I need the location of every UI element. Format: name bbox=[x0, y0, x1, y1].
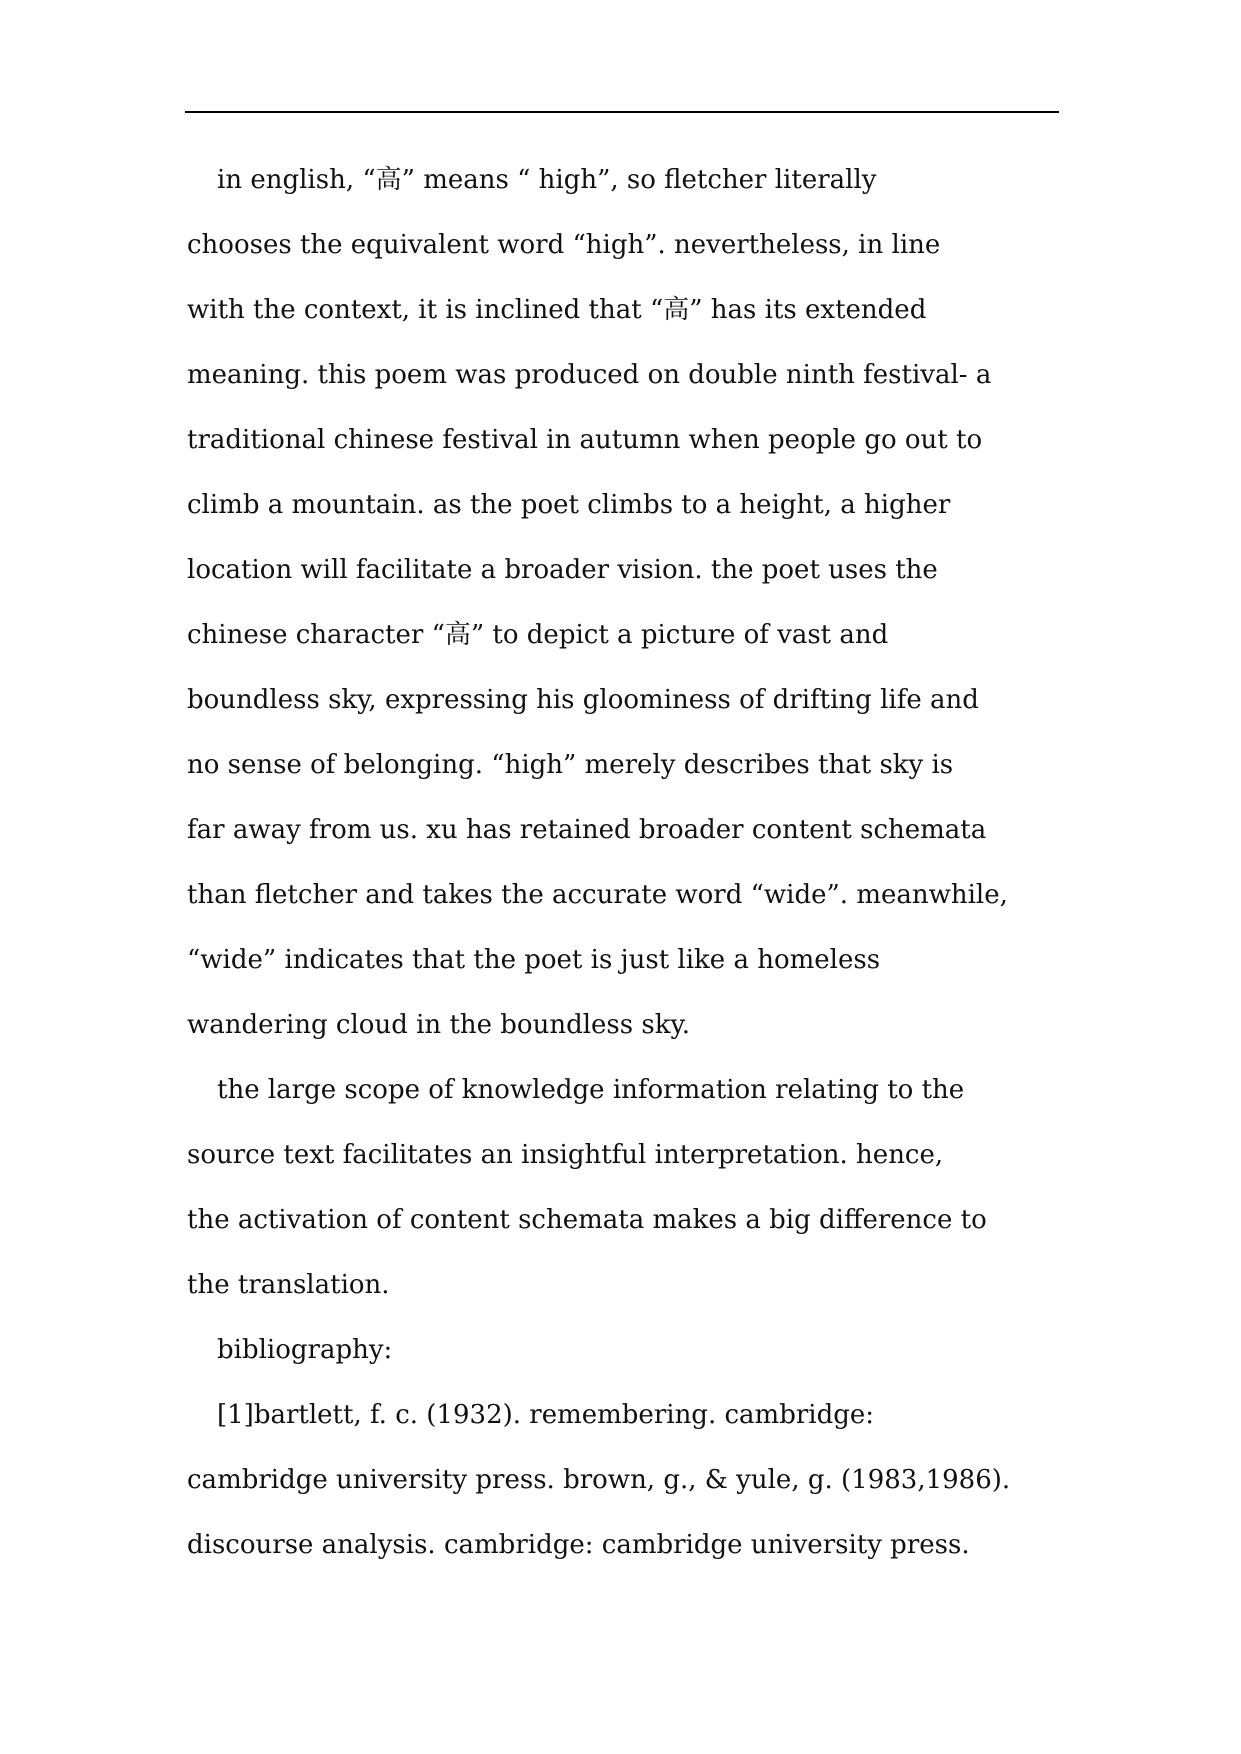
text-line: “wide” indicates that the poet is just like a homeless bbox=[187, 945, 881, 975]
text-line: wandering cloud in the boundless sky. bbox=[187, 1010, 690, 1040]
text-line: discourse analysis. cambridge: cambridge university press. bbox=[187, 1530, 970, 1560]
text-line: no sense of belonging. “high” merely describes that sky is bbox=[187, 750, 954, 780]
text-line: boundless sky, expressing his gloominess of drifting life and bbox=[187, 685, 979, 715]
bibliography-entry bbox=[187, 1383, 1087, 1578]
text-line: the large scope of knowledge information relating to the bbox=[217, 1075, 965, 1105]
text-line: chooses the equivalent word “high”. nevertheless, in line bbox=[187, 230, 941, 260]
text-line: chinese character “高” to depict a picture of vast and bbox=[187, 620, 889, 650]
text-line: bibliography: bbox=[217, 1335, 393, 1365]
text-line: than fletcher and takes the accurate word “wide”. meanwhile, bbox=[187, 880, 1008, 910]
text-line: traditional chinese festival in autumn when people go out to bbox=[187, 425, 983, 455]
text-line: with the context, it is inclined that “高” has its extended bbox=[187, 295, 927, 325]
text-line: source text facilitates an insightful interpretation. hence, bbox=[187, 1140, 944, 1170]
text-line: the translation. bbox=[187, 1270, 390, 1300]
text-line: the activation of content schemata makes a big difference to bbox=[187, 1205, 987, 1235]
paragraph-schemata-discussion bbox=[187, 148, 1087, 1058]
bibliography-heading bbox=[187, 1318, 1087, 1383]
page-body bbox=[187, 148, 1087, 1578]
text-line: climb a mountain. as the poet climbs to a height, a higher bbox=[187, 490, 951, 520]
text-line: [1]bartlett, f. c. (1932). remembering. cambridge: bbox=[217, 1400, 875, 1430]
paragraph-conclusion bbox=[187, 1058, 1087, 1318]
text-line: in english, “高” means “ high”, so fletcher literally bbox=[217, 165, 877, 195]
text-line: far away from us. xu has retained broader content schemata bbox=[187, 815, 987, 845]
text-line: cambridge university press. brown, g., & yule, g. (1983,1986). bbox=[187, 1465, 1011, 1495]
text-line: meaning. this poem was produced on double ninth festival- a bbox=[187, 360, 992, 390]
text-line: location will facilitate a broader vision. the poet uses the bbox=[187, 555, 938, 585]
header-rule bbox=[185, 111, 1059, 113]
